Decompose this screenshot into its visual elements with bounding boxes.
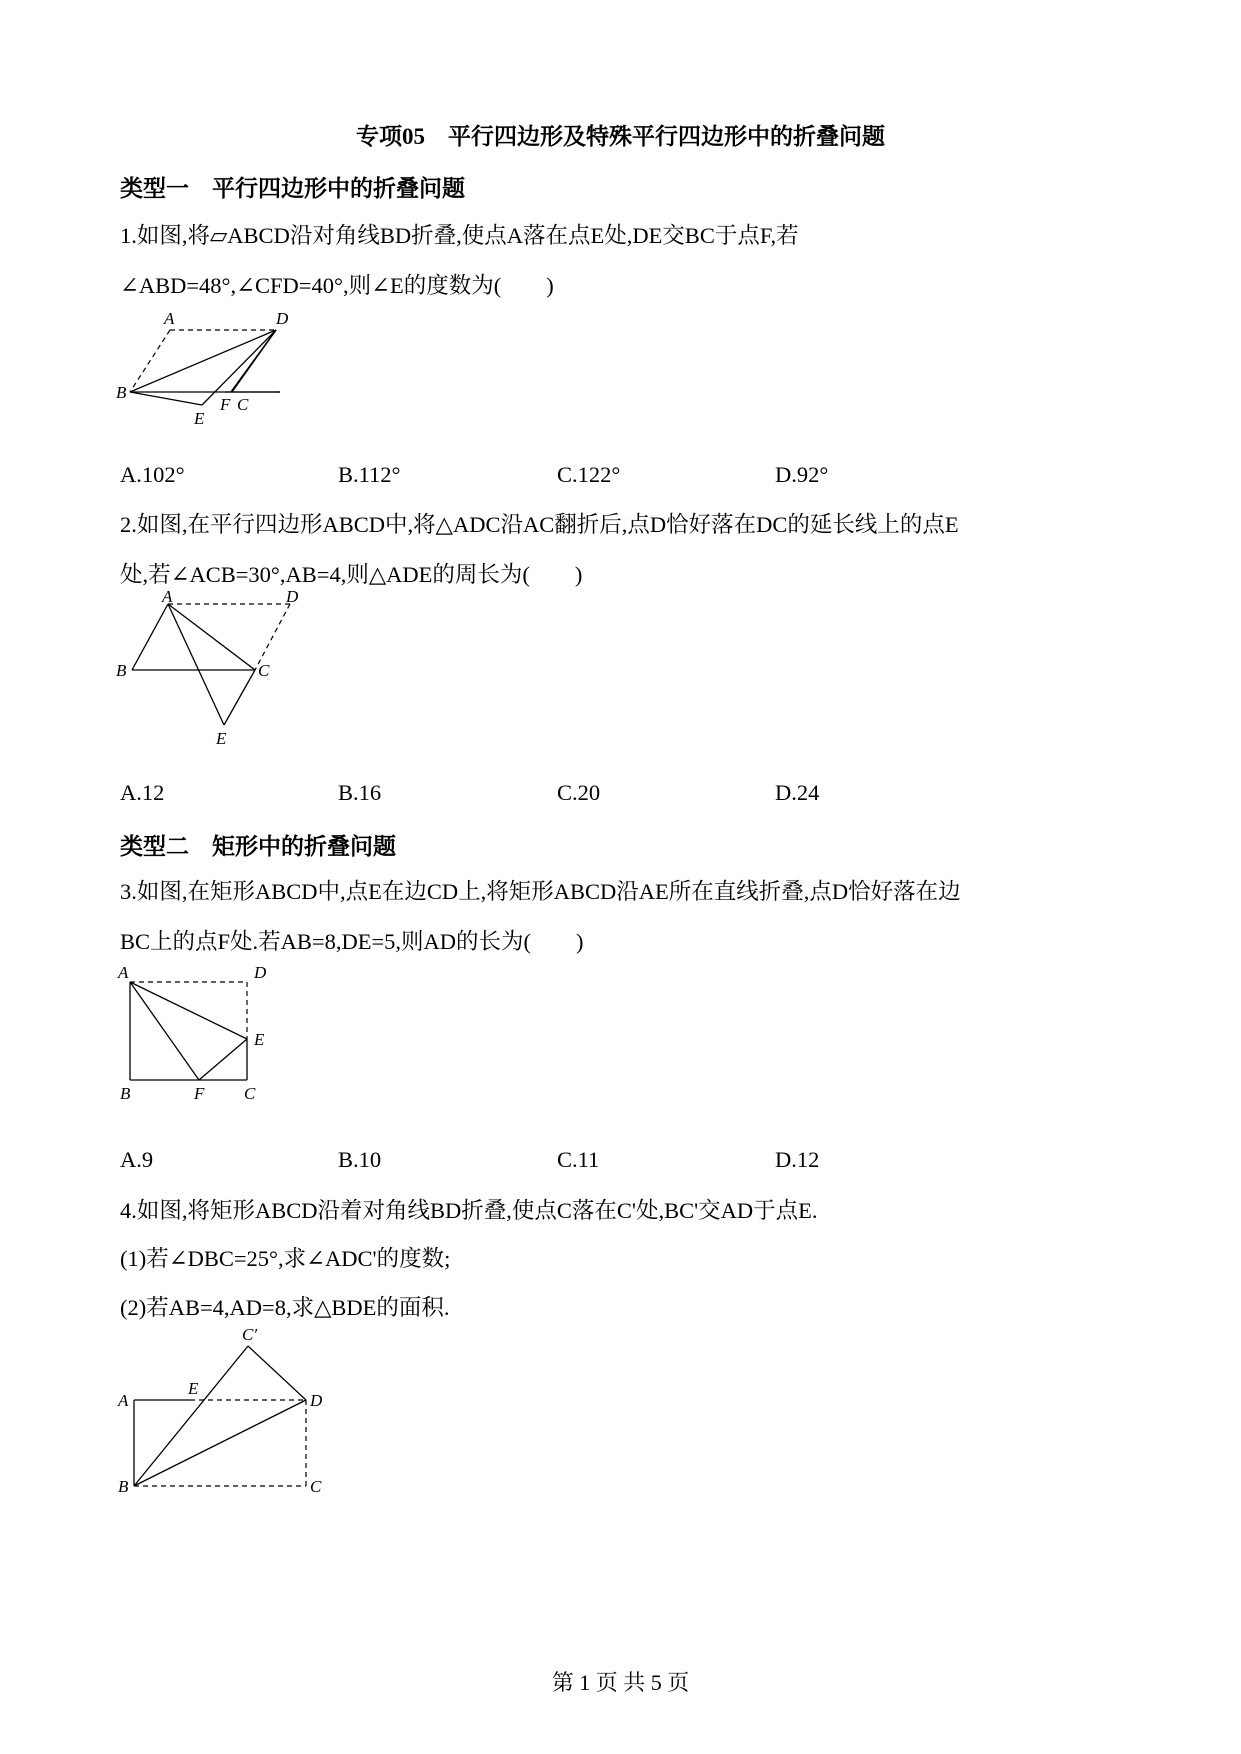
q3-option-b: B.10: [338, 1147, 382, 1172]
q2-option-b: B.16: [338, 780, 382, 805]
q4-figure: [110, 1320, 340, 1500]
q2-label-b: B: [116, 661, 127, 680]
q3-label-b: B: [120, 1084, 131, 1103]
q4-line-1: 4.如图,将矩形ABCD沿着对角线BD折叠,使点C落在C'处,BC'交AD于点E.: [120, 1198, 818, 1223]
q2-line-1: 2.如图,在平行四边形ABCD中,将△ADC沿AC翻折后,点D恰好落在DC的延长线上的点E: [120, 512, 959, 537]
q3-option-d: D.12: [775, 1147, 820, 1172]
q2-option-c: C.20: [557, 780, 601, 805]
q3-line-1: 3.如图,在矩形ABCD中,点E在边CD上,将矩形ABCD沿AE所在直线折叠,点D恰好落在边: [120, 879, 961, 904]
q4-line-3: (2)若AB=4,AD=8,求△BDE的面积.: [120, 1295, 450, 1320]
q3-label-c: C: [244, 1084, 256, 1103]
page-title: 专项05 平行四边形及特殊平行四边形中的折叠问题: [356, 124, 885, 149]
q3-label-e: E: [254, 1030, 265, 1049]
q1-line-1: 1.如图,将▱ABCD沿对角线BD折叠,使点A落在点E处,DE交BC于点F,若: [120, 223, 799, 248]
q2-label-a: A: [162, 588, 173, 606]
q1-label-a: A: [164, 309, 175, 328]
section-heading-1: 类型一 平行四边形中的折叠问题: [120, 176, 465, 201]
q4-label-c-prime: C′: [242, 1325, 258, 1344]
q1-label-c: C: [237, 395, 249, 414]
page-footer: 第 1 页 共 5 页: [551, 1670, 690, 1695]
q4-label-e: E: [188, 1379, 199, 1398]
q4-label-a: A: [118, 1391, 129, 1410]
q1-figure: [110, 300, 310, 440]
q3-label-d: D: [254, 963, 267, 982]
q3-label-a: A: [118, 963, 129, 982]
q2-label-e: E: [216, 729, 227, 748]
q1-label-f: F: [220, 395, 231, 414]
q2-figure: [110, 588, 310, 748]
q4-label-d: D: [310, 1391, 323, 1410]
q4-line-2: (1)若∠DBC=25°,求∠ADC'的度数;: [120, 1246, 451, 1271]
q3-line-2: BC上的点F处.若AB=8,DE=5,则AD的长为( ): [120, 929, 584, 954]
q3-figure: [110, 952, 290, 1112]
q1-line-2: ∠ABD=48°,∠CFD=40°,则∠E的度数为( ): [120, 273, 554, 298]
q4-label-b: B: [118, 1477, 129, 1496]
q1-option-d: D.92°: [775, 462, 829, 487]
q4-label-c: C: [310, 1477, 322, 1496]
q1-label-b: B: [116, 383, 127, 402]
q3-option-c: C.11: [557, 1147, 600, 1172]
q1-label-d: D: [276, 309, 289, 328]
q2-label-d: D: [286, 588, 299, 606]
q3-option-a: A.9: [120, 1147, 154, 1172]
q2-label-c: C: [258, 661, 270, 680]
q2-option-a: A.12: [120, 780, 165, 805]
q1-label-e: E: [194, 409, 205, 428]
q2-option-d: D.24: [775, 780, 820, 805]
q1-option-c: C.122°: [557, 462, 621, 487]
q1-option-a: A.102°: [120, 462, 185, 487]
q1-option-b: B.112°: [338, 462, 401, 487]
q2-line-2: 处,若∠ACB=30°,AB=4,则△ADE的周长为( ): [120, 562, 583, 587]
section-heading-2: 类型二 矩形中的折叠问题: [120, 834, 396, 859]
q3-label-f: F: [194, 1084, 205, 1103]
